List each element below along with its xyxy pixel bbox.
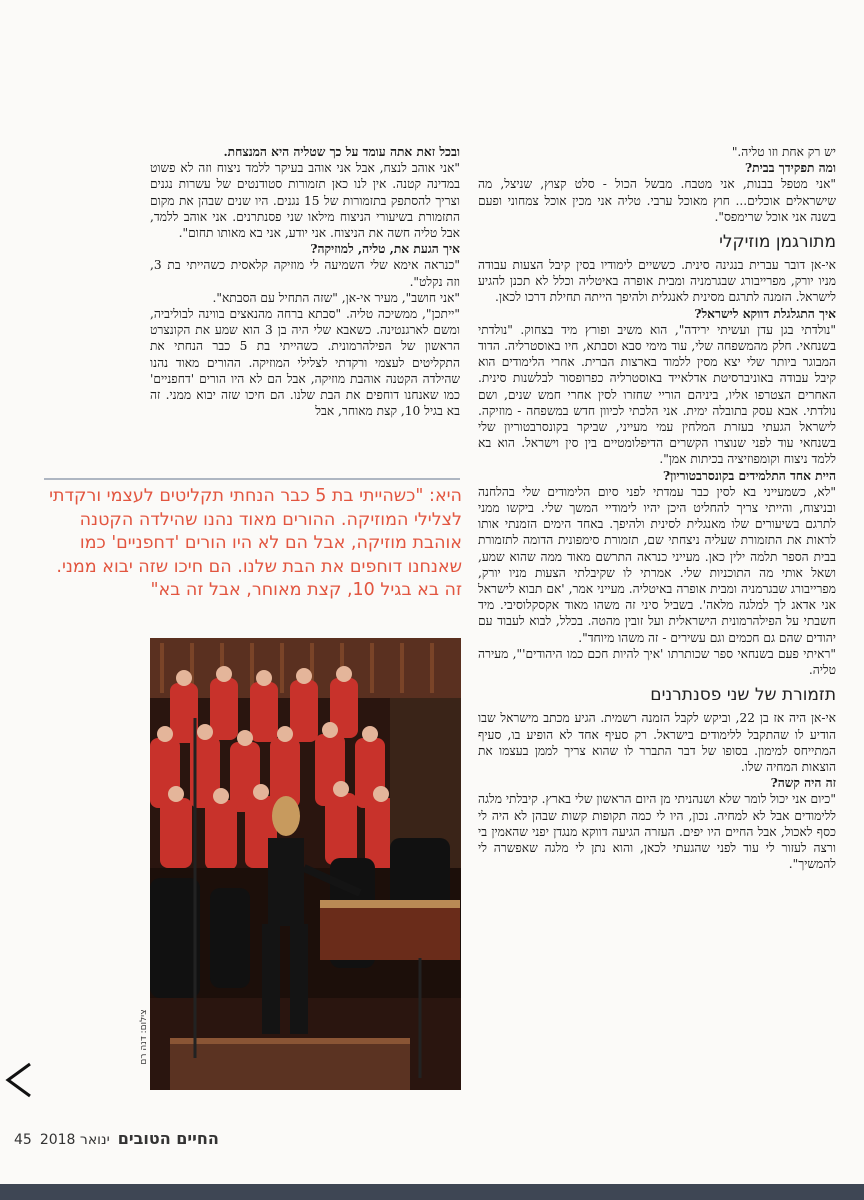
pull-quote-speaker: היא:: [429, 486, 462, 506]
magazine-name: החיים הטובים: [117, 1129, 219, 1148]
paragraph: אי-אן היה אז בן 22, וביקש לקבל הזמנה רשמית. הגיע מכתב מישראל שבו הודיע לו שהתקבל ללימודים בישראל. רק סעיף אחד לא הופיע בו, סעיף המתייחס למימון. בסופו של דבר התברר לו שהוא צריך לממן בעצמו את הוצאות המחיה שלו.: [478, 711, 836, 774]
pull-quote-text: "כשהייתי בת 5 כבר הנחתי תקליטים לעצמי ורקדתי לצלילי המוזיקה. ההורים מאוד נהנו שהילדה הקטנה אוהבת מוזיקה, אבל הם לא היו הורים 'דחפניים' כמו שאנחנו דוחפים את הבת שלנו. הם חיכו שזה יבוא ממני. זה בא בגיל 10, קצת מאוחר, אבל זה בא": [49, 486, 462, 601]
pull-quote-divider: [44, 478, 460, 480]
interview-question: איך התגלגלת דווקא לישראל?: [694, 306, 836, 321]
concert-photo: [150, 638, 461, 1090]
concert-photo-illustration: [150, 638, 461, 1090]
paragraph: "ייתכן", ממשיכה טליה. "סבתא ברחה מהנאצים בווינה לבוליביה, ומשם לארגנטינה. כשאבא שלי היה בן 3 הוא שמע את הקונצרט הראשון של הפילהרמונית. כשהייתי בת 5 כבר הנחתי את התקליטים לעצמי ורקדתי לצלילי המוזיקה. ההורים מאוד נהנו שהילדה הקטנה אוהבת מוזיקה, אבל הם לא היו הורים 'דחפניים' כמו שאנחנו דוחפים את הבת שלנו. הם חיכו שזה יבוא ממני. זה בא בגיל 10, קצת מאוחר, אבל: [150, 307, 460, 419]
paragraph: אי-אן דובר עברית בנגינה סינית. כששיים לימודיו בסין קיבל הצעות עבודה מניו יורק, מפרייבורג שבגרמניה ומבית אופרה באיטליה וכלל לא תכנן להגיע לישראל. הזמנה לתרגם מסינית לאנגלית ולהיפך הייתה תחילת דרכו לכאן.: [478, 258, 836, 305]
paragraph: "כנראה אימא שלי השמיעה לי מוזיקה קלאסית כשהייתי בת 3, וזה נקלט".: [150, 258, 460, 289]
section-heading: מתורגמן מוזיקלי: [719, 232, 836, 253]
paragraph: יש רק אחת וזו טליה.": [731, 145, 836, 159]
interview-question: ומה תפקידך בבית?: [745, 161, 836, 176]
back-arrow-icon[interactable]: [2, 1060, 36, 1100]
page-footer: [14, 1129, 219, 1148]
article-left-column: [150, 144, 460, 419]
page-number: 45: [14, 1132, 32, 1148]
photo-credit-text: צילום: דנה רם: [139, 1009, 149, 1065]
paragraph: "כיום אני יכול לומר שלא ושנהניתי מן היום הראשון שלי בארץ. קיבלתי מלגה ללימודים אבל לא למחיה. נכון, היו לי כמה תקופות קשות שבהן לא היה לי כסף לאכול, אבל החיים היו יפים. העזרה הגיעה דווקא מנגדן יפני שהאמין בי ורצה לעזור לי עוד לפני שהגעתי לכאן, והוא נתן לי מלגה שאפשרה לי להמשיך".: [478, 792, 836, 872]
paragraph: "לא, כשמעייני בא לסין כבר עמדתי לפני סיום הלימודים שלי בהלחנה ובניצוח, והייתי צריך להחליט היכן יהיו לימודיי המשך שלי. ביקשו ממני לתרגם בשיעורים שלו מאנגלית לסינית ולהיפך. באחד הימים הזמנתי אותו לראות את התזמורת שעליה ניצחתי שם, תזמורת סימפונית הדומה לתזמורת בבית הספר תלמה ילין כאן. מעייני כנראה התרשם מאוד ממה שהוא שמע, ושאל אותי מה התוכניות שלי. אמרתי לו שקיבלתי הצעות מניו יורק, מפרייבורג שבגרמניה ומבית אופרה באיטליה. מעייני אמר, 'אם תבוא לישראל אני אדאג לך למלגה מלאה'. בשביל סיני זה משהו מאוד אקסקלוסיבי. מיד חשבתי על הפילהרמונית הישראלית ועל זובין מהטה. בכלל, לבוא לעבוד עם יהודים שהם גם חכמים וגם עשירים - זה משהו מיוחד".: [478, 484, 836, 645]
bottom-band: [0, 1184, 864, 1200]
section-heading: תזמורת של שני פסנתרנים: [650, 685, 836, 706]
paragraph: "אני מטפל בבנות, אני מטבח. מבשל הכול - סלט קצוץ, שניצל, מה שישראלים אוכלים... חוץ מאוכל ערבי. טליה אני מכין אוכל צמחוני ופעם בשנה אני אוכל שרימפס".: [478, 177, 836, 224]
paragraph: "נולדתי בגן עדן ועשיתי ירידה", הוא משיב ופורץ מיד בצחוק. "נולדתי בשנחאי. חלק מהמשפחה שלי, עוד מימי סבא וסבתא, חיו באוסטרליה. הדוד המבוגר ביותר שלי יצא מסין ללמוד בארצות הברית. אחרי הלימודים הוא קיבל עבודה באוניברסיטת אדלאייד באוסטרליה כפרופסור לבלשנות סינית. האחרים הצטרפו אליו, ביניהם הוריי שחזרו לסין אחרי חמש שנים, ושם נולדתי. אבא עסק בתובלה ימית. אני הלכתי לכיוון חדש במשפחה - מוזיקה. לישראל הגעתי בעזרת המלחין עמי מעייני, שביקר בקונסרבטוריון שלי בשנחאי עוד לפני שנוצרו הקשרים הדיפלומטיים בין סין וישראל. הוא בא ללמד ניצוח וקומפוזיציה בכיתות אמן".: [478, 322, 836, 467]
paragraph: "ראיתי פעם בשנחאי ספר שכותרתו 'איך להיות חכם כמו היהודים'", מעירה טליה.: [478, 646, 836, 678]
interview-question: ובכל זאת אתה עומד על כך שטליה היא המנצחת.: [223, 145, 460, 159]
pull-quote: [36, 485, 462, 603]
interview-question: זה היה קשה?: [770, 776, 836, 791]
paragraph: "אני אוהב לנצח, אבל אני אוהב בעיקר ללמד ניצוח וזה לא פשוט במדינה קטנה. אין לנו כאן תזמורות סטודנטים של עשרות נגנים וצריך להסתפק בתזמורות של 15 נגנים. היו שנים שבהן את מקום התזמורת בשיעורי הניצוח מילאו שני פסנתרנים. אני אוהב ללמד, אבל טליה חשה את הניצוח. אני יודע, אני בא מאותו תחום".: [150, 161, 460, 241]
interview-question: היית אחד התלמידים בקונסרבטוריון?: [663, 468, 836, 483]
issue-date: ינואר 2018: [39, 1132, 110, 1148]
photo-credit: [136, 1000, 150, 1080]
article-right-column: [478, 144, 836, 872]
paragraph: "אני חושב", מעיר אי-אן, "שזה התחיל עם הסבתא".: [212, 290, 460, 305]
interview-question: איך הגעת את, טליה, למוזיקה?: [310, 242, 460, 257]
